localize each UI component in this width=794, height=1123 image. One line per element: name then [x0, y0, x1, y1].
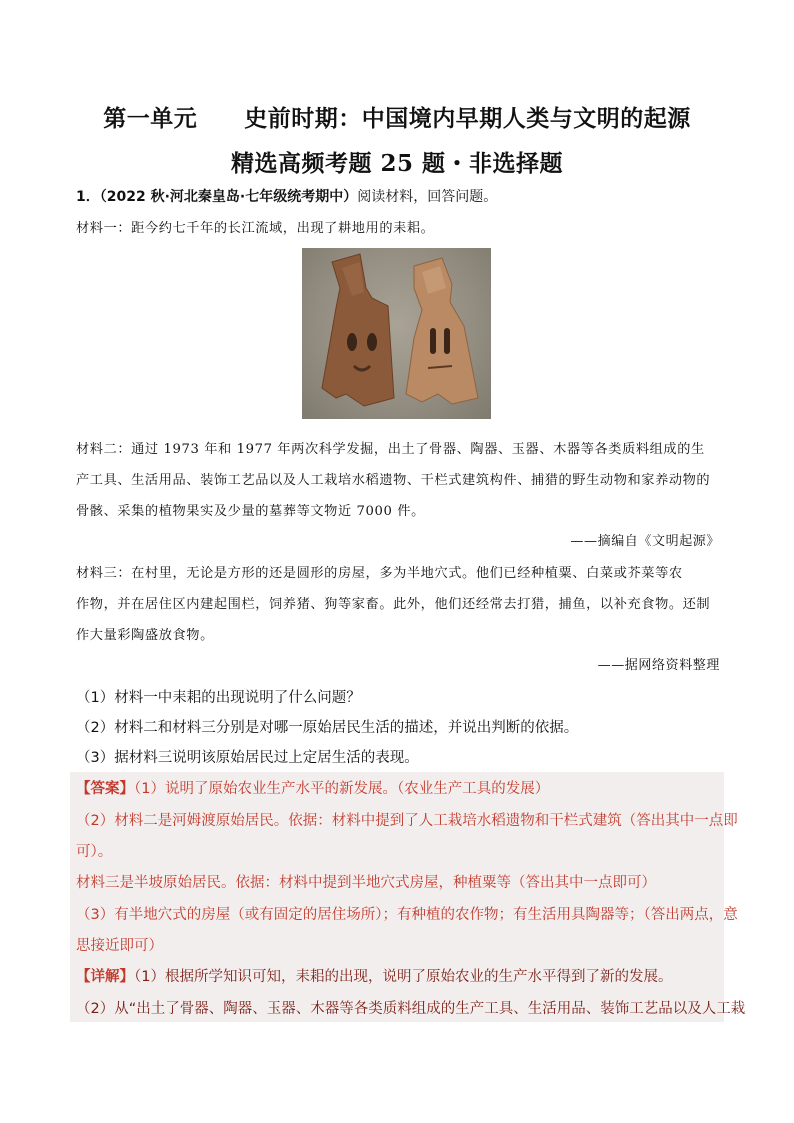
leisi-artifact-image: [302, 248, 491, 419]
answer-1: [76, 777, 724, 798]
material-1: 材料一：距今约七千年的长江流域，出现了耕地用的耒耜。: [76, 221, 435, 236]
question-header: [76, 186, 726, 206]
answer-3-line-1: （3）有半地穴式的房屋（或有固定的居住场所）；有种植的农作物；有生活用具陶器等；（答出两点，意: [76, 907, 738, 923]
material-2-line-1: 材料二：通过 1973 年和 1977 年两次科学发掘，出土了骨器、陶器、玉器、木器等各类质料组成的生: [76, 442, 705, 457]
question-instruction: 阅读材料，回答问题。: [357, 189, 498, 205]
material-2-line-3: 骨骸、采集的植物果实及少量的墓葬等文物近 7000 件。: [76, 504, 425, 519]
answer-2-line-2: 可）。: [76, 844, 113, 860]
unit-title: 第一单元 史前时期：中国境内早期人类与文明的起源: [103, 105, 691, 132]
material-3-line-2: 作物，并在居住区内建起围栏，饲养猪、狗等家畜。此外，他们还经常去打猎，捕鱼，以补充食物。还制: [76, 597, 711, 612]
detail-1: [76, 965, 724, 986]
material-3-line-1: 材料三：在村里，无论是方形的还是圆形的房屋，多为半地穴式。他们已经种植粟、白菜或芥菜等农: [76, 566, 683, 581]
answer-2-line-1: （2）材料二是河姆渡原始居民。依据：材料中提到了人工栽培水稻遗物和干栏式建筑（答出其中一点即: [76, 813, 738, 829]
answer-2-line-3: 材料三是半坡原始居民。依据：材料中提到半地穴式房屋，种植粟等（答出其中一点即可）: [76, 875, 656, 891]
subquestion-2: （2）材料二和材料三分别是对哪一原始居民生活的描述，并说出判断的依据。: [76, 720, 579, 736]
material-3-source: ——据网络资料整理: [597, 658, 720, 673]
detail-2-line-1: （2）从“出土了骨器、陶器、玉器、木器等各类质料组成的生产工具、生活用品、装饰工艺品以及人工栽: [76, 1001, 746, 1017]
question-number: 1．: [76, 189, 100, 205]
answer-1-text: （1）说明了原始农业生产水平的新发展。（农业生产工具的发展）: [134, 781, 550, 797]
subquestion-3: （3）据材料三说明该原始居民过上定居生活的表现。: [76, 750, 419, 766]
detail-1-text: （1）根据所学知识可知，耒耜的出现，说明了原始农业的生产水平得到了新的发展。: [134, 969, 673, 985]
material-2-source: ——摘编自《文明起源》: [570, 534, 720, 549]
subquestion-1: （1）材料一中耒耜的出现说明了什么问题？: [76, 690, 361, 706]
section-title: 精选高频考题 25 题・非选择题: [230, 150, 564, 177]
detail-tag: 【详解】: [76, 969, 134, 985]
material-2-line-2: 产工具、生活用品、装饰工艺品以及人工栽培水稻遗物、干栏式建筑构件、捕猎的野生动物和家养动物的: [76, 473, 711, 488]
leisi-artifact-photo: [302, 248, 491, 419]
material-3-line-3: 作大量彩陶盛放食物。: [76, 628, 214, 643]
answer-3-line-2: 思接近即可）: [76, 938, 163, 954]
answer-tag: 【答案】: [76, 781, 134, 797]
question-source: （2022 秋·河北秦皇岛·七年级统考期中）: [99, 189, 358, 205]
